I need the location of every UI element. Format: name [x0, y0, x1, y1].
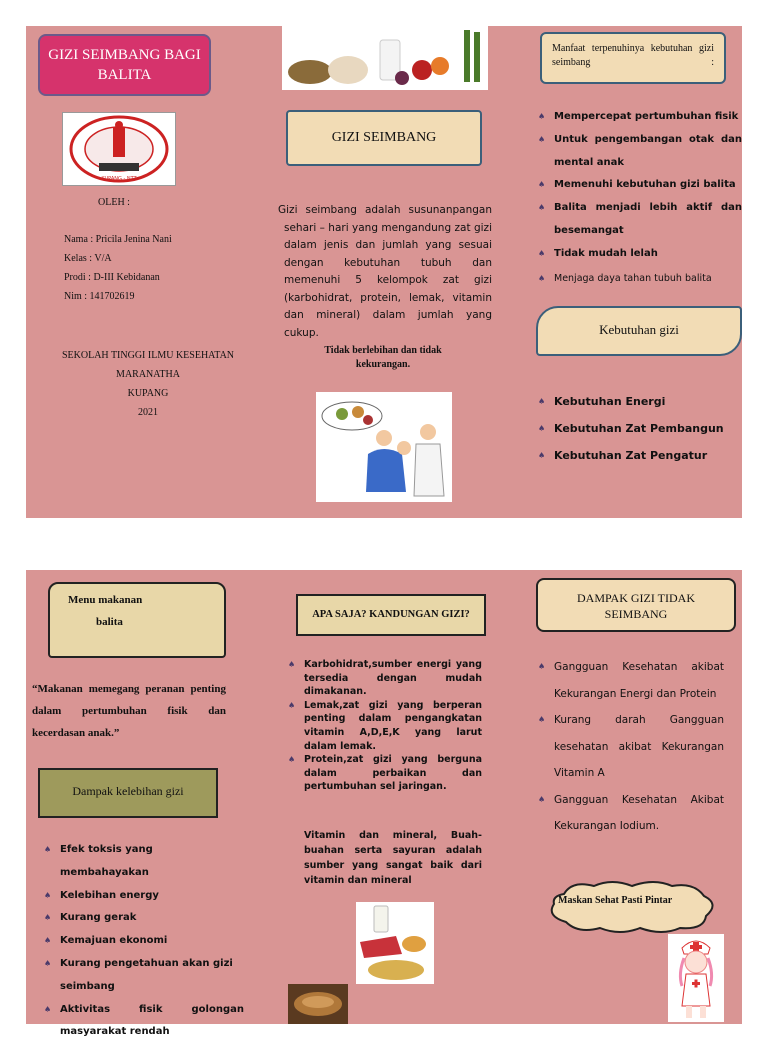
kelebihan-banner [38, 768, 218, 818]
info-nim: Nim : 141702619 [64, 291, 135, 302]
kandungan-scroll-banner [296, 594, 486, 636]
cloud-callout [544, 880, 720, 934]
kebutuhan-banner [536, 306, 742, 356]
kandungan-title: APA SAJA? KANDUNGAN GIZI? [312, 609, 470, 620]
gizi-seimbang-title: GIZI SEIMBANG [331, 130, 437, 145]
kelebihan-item: ♠ Efek toksis yang membahayakan [44, 839, 244, 885]
quote-text: “Makanan memegang peranan penting dalam pertumbuhan fisik dan kecerdasan anak.” [32, 683, 226, 739]
school-logo [62, 112, 176, 186]
kelebihan-item: ♠ Kemajuan ekonomi [44, 930, 244, 953]
brochure-title: GIZI SEIMBANG BAGI BALITA [38, 34, 211, 96]
dampak-item: ♠ Gangguan Kesehatan akibat Kekurangan Energi dan Protein [538, 654, 724, 707]
info-class: Kelas : V/A [64, 253, 112, 264]
food-photo [282, 26, 488, 90]
kelebihan-item: ♠ Kurang pengetahuan akan gizi seimbang [44, 953, 244, 999]
brochure-inside-panel [26, 570, 742, 1038]
cloud-text: Maskan Sehat Pasti Pintar [558, 895, 673, 906]
manfaat-list [538, 106, 742, 266]
menu-title-line-2: balita [96, 616, 123, 628]
kebutuhan-list [538, 388, 742, 469]
manfaat-item: ♠ Balita menjadi lebih aktif dan besemangat [538, 197, 742, 243]
vitamin-text: Vitamin dan mineral, Buah-buahan serta sayuran adalah sumber yang sangat baik dari vitamin dan mineral [304, 830, 482, 886]
manfaat-title: Manfaat terpenuhinya kebutuhan gizi seimbang : [552, 43, 714, 68]
kelebihan-item: ♠ Kurang gerak [44, 907, 244, 930]
kandungan-item: ♠ Karbohidrat,sumber energi yang tersedia dengan mudah dimakanan. [288, 658, 482, 699]
dampak-item: ♠ Gangguan Kesehatan Akibat Kekurangan Iodium. [538, 787, 724, 840]
school-city: KUPANG [127, 388, 169, 399]
dampak-list [538, 654, 724, 840]
kandungan-item: ♠ Protein,zat gizi yang berguna dalam perbaikan dan pertumbuhan sel jaringan. [288, 753, 482, 794]
kandungan-list [288, 658, 482, 794]
kelebihan-item: ♠ Kelebihan energy [44, 885, 244, 908]
kebutuhan-item: ♠ Kebutuhan Zat Pembangun [538, 415, 742, 442]
school-block [32, 346, 264, 422]
manfaat-item: ♠ Menjaga daya tahan tubuh balita [538, 272, 742, 286]
brochure-outside-panel [26, 26, 742, 518]
kandungan-item: ♠ Lemak,zat gizi yang berperan penting dalam pengangkatan vitamin A,D,E,K yang larut dalam lemak. [288, 699, 482, 753]
mother-child-doctor-image [316, 392, 452, 502]
school-name: SEKOLAH TINGGI ILMU KESEHATAN [61, 350, 235, 361]
food-groups-image [356, 902, 434, 984]
manfaat-banner [540, 32, 726, 84]
menu-title-line-1: Menu makanan [68, 594, 143, 606]
definition-bold: Tidak berlebihan dan tidak kekurangan. [324, 345, 442, 370]
definition-text: Gizi seimbang adalah susunanpangan sehari – hari yang mengandung zat gizi dalam jenis dan jumlah yang sesuai dengan kebutuhan tubuh dan memenuhi 5 kelompok zat gizi (karbohidrat, protein, lemak, vitamin dan mineral) dalam jumlah yang cukup. [278, 204, 492, 339]
nurse-cartoon-image [668, 934, 724, 1022]
info-prodi: Prodi : D-III Kebidanan [64, 272, 160, 283]
manfaat-item: ♠ Tidak mudah lelah [538, 243, 742, 266]
kebutuhan-item: ♠ Kebutuhan Energi [538, 388, 742, 415]
kelebihan-item: ♠ Aktivitas fisik golongan masyarakat rendah [44, 999, 244, 1044]
dampak-banner [536, 578, 736, 632]
manfaat-item: ♠ Mempercepat pertumbuhan fisik [538, 106, 742, 129]
dampak-title: DAMPAK GIZI TIDAK SEIMBANG [576, 591, 695, 621]
dampak-item: ♠ Kurang darah Gangguan kesehatan akibat Kekurangan Vitamin A [538, 707, 724, 787]
kelebihan-list [44, 839, 244, 1044]
kelebihan-title: Dampak kelebihan gizi [72, 784, 184, 798]
manfaat-list-extra [538, 272, 742, 286]
svg-text:KUPANG - NTT: KUPANG - NTT [101, 176, 137, 182]
kebutuhan-item: ♠ Kebutuhan Zat Pengatur [538, 442, 742, 469]
bread-image [288, 984, 348, 1024]
kebutuhan-title: Kebutuhan gizi [599, 322, 679, 337]
manfaat-item: ♠ Untuk pengembangan otak dan mental anak [538, 129, 742, 175]
school-name-2: MARANATHA [116, 369, 180, 380]
info-name: Nama : Pricila Jenina Nani [64, 234, 172, 245]
school-year: 2021 [138, 407, 158, 418]
oleh-label: OLEH : [98, 197, 130, 208]
menu-scroll-banner [48, 582, 226, 658]
manfaat-item: ♠ Memenuhi kebutuhan gizi balita [538, 174, 742, 197]
gizi-seimbang-banner [286, 110, 482, 166]
